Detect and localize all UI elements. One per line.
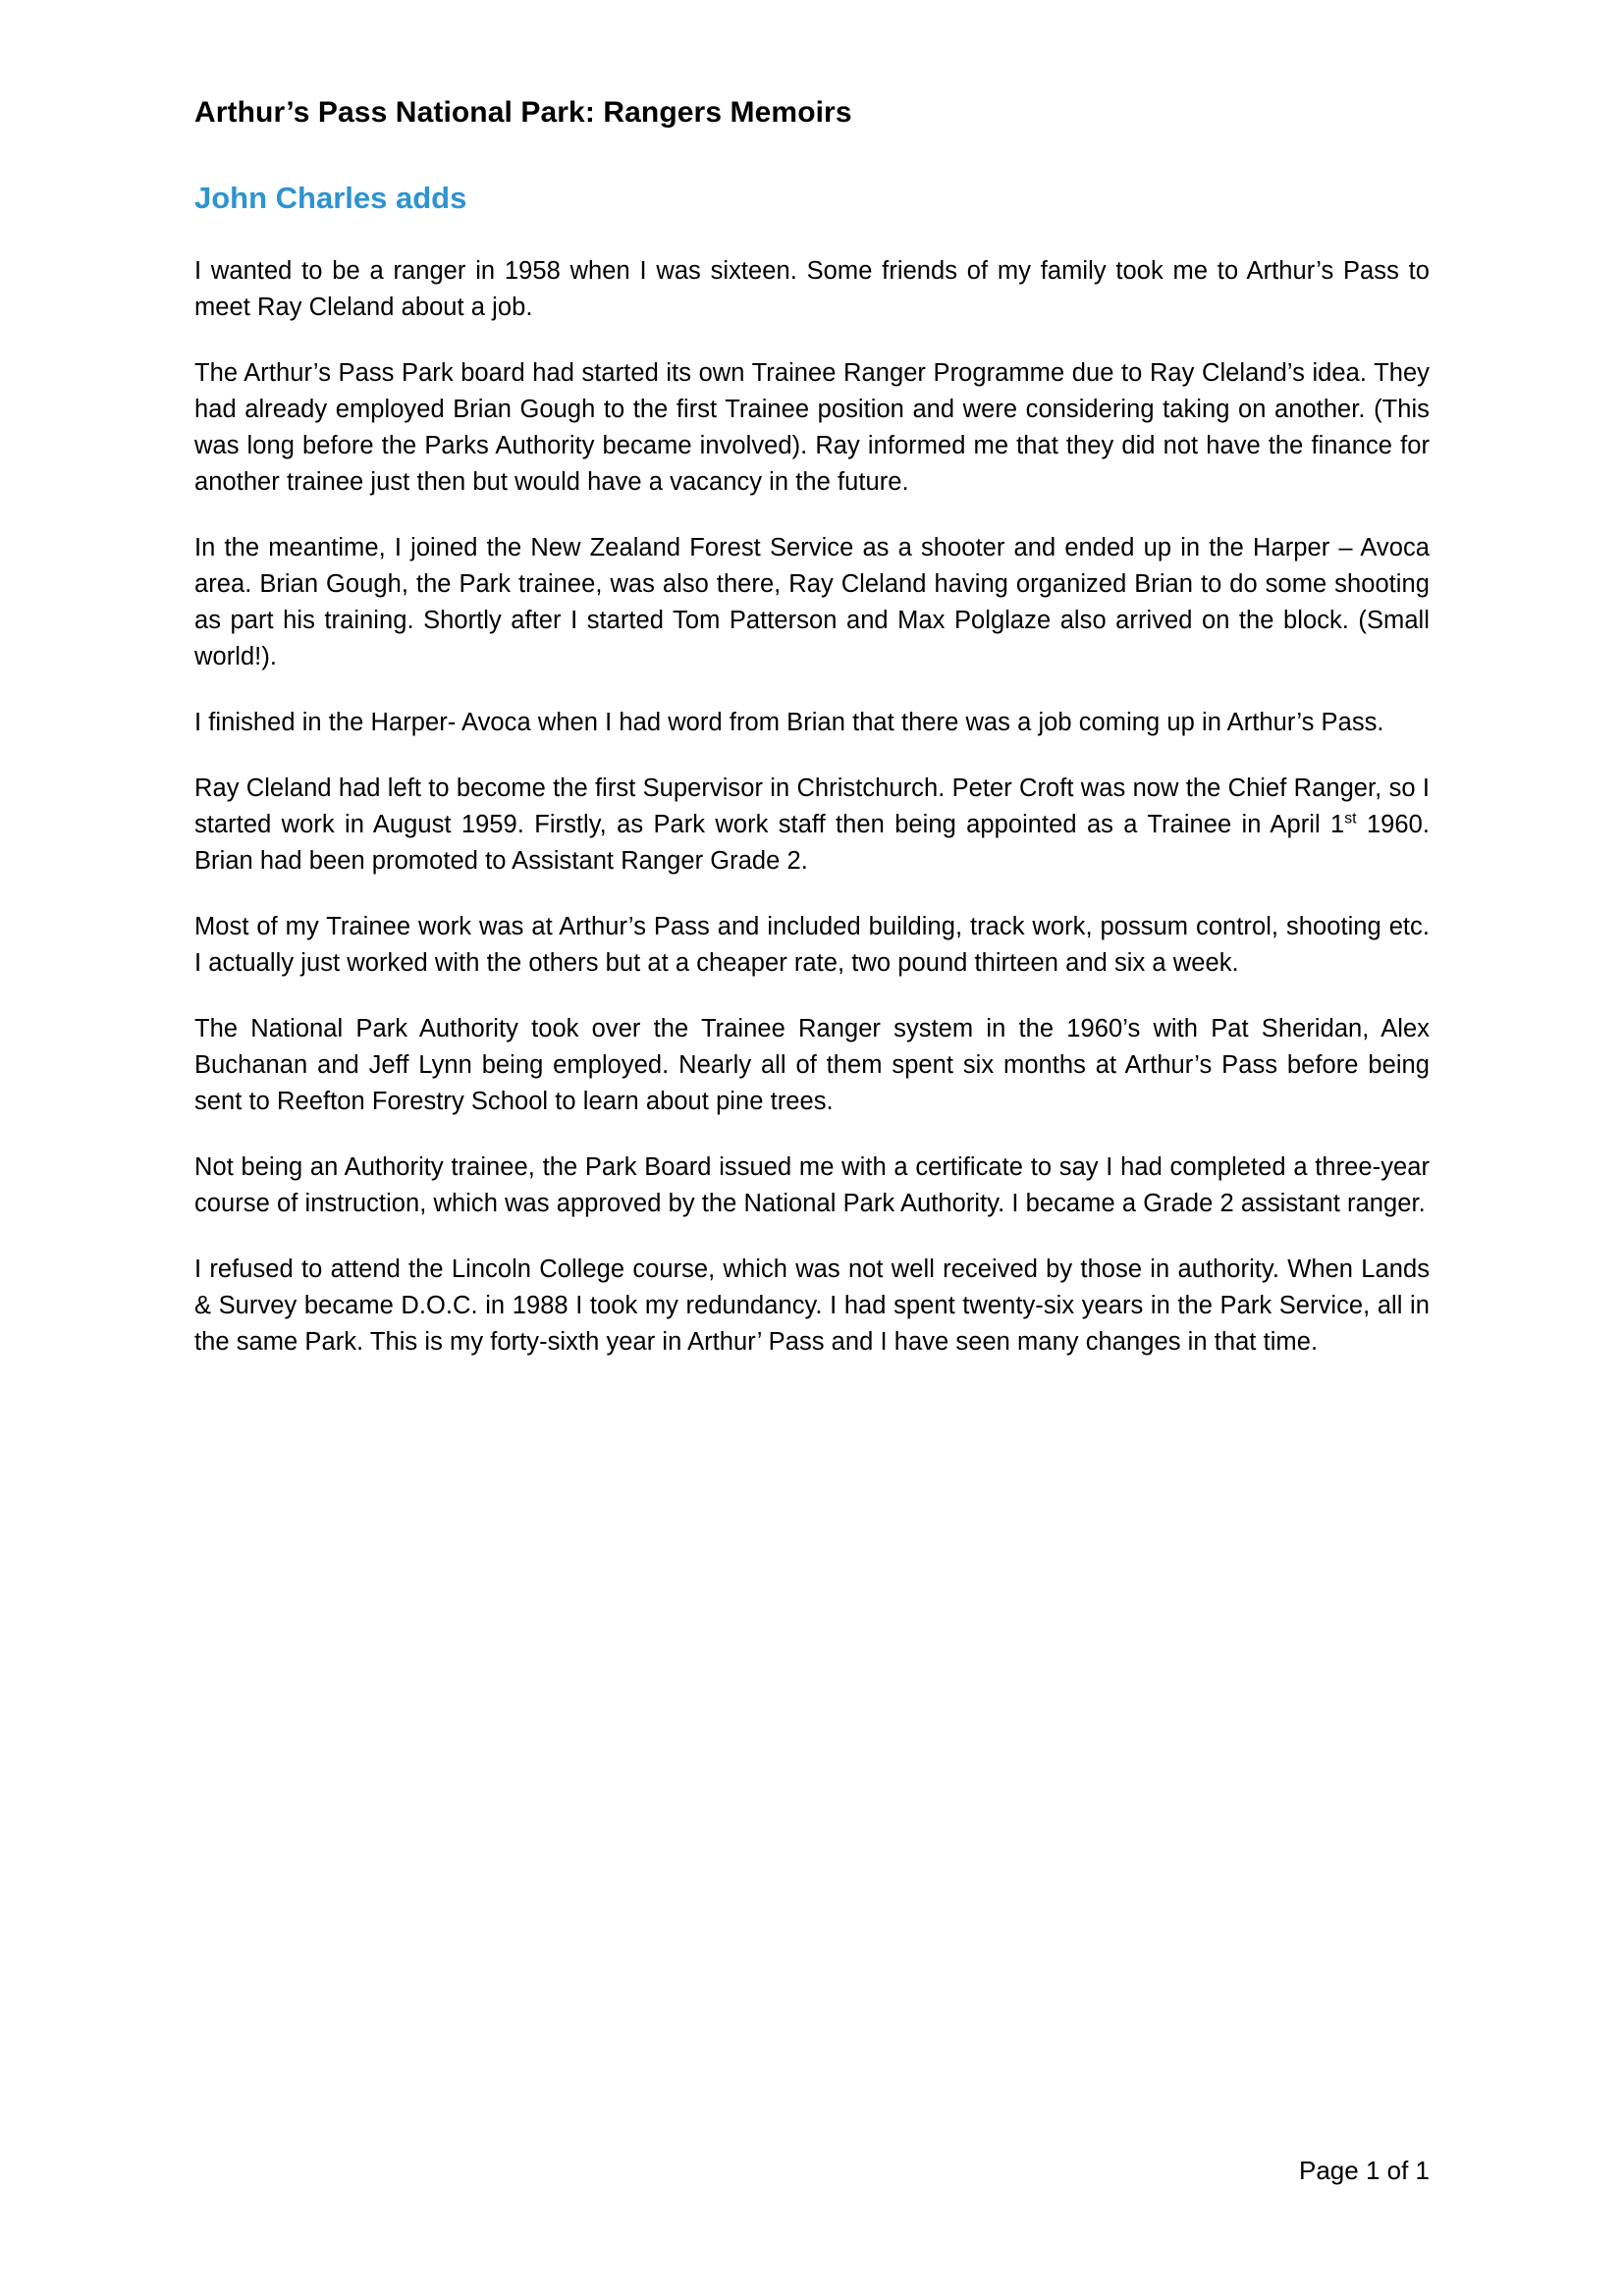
paragraph-text-part-2: 1960. Brian had been promoted to Assistant Ranger Grade 2.	[194, 810, 1431, 875]
section-heading: John Charles adds	[194, 181, 467, 215]
paragraph-text-part-1: Ray Cleland had left to become the first Supervisor in Christchurch. Peter Croft was now the Chief Ranger, so I started work in August 1959. Firstly, as Park work staff then being appointed as a Trainee in April 1	[194, 774, 1430, 838]
paragraph: I refused to attend the Lincoln College course, which was not well received by those in authority. When Lands & Survey became D.O.C. in 1988 I took my redundancy. I had spent twenty-six years in the Park Service, all in the same Park. This is my forty-sixth year in Arthur’ Pass and I have seen many changes in that time.	[194, 1255, 1430, 1356]
paragraph: In the meantime, I joined the New Zealand Forest Service as a shooter and ended up in the Harper – Avoca area. Brian Gough, the Park trainee, was also there, Ray Cleland having organized Brian to do some shooting as part his training. Shortly after I started Tom Patterson and Max Polglaze also arrived on the block. (Small world!).	[194, 534, 1430, 671]
paragraph: I finished in the Harper- Avoca when I had word from Brian that there was a job coming up in Arthur’s Pass.	[194, 708, 1384, 736]
page-footer: Page 1 of 1	[1299, 2156, 1430, 2185]
paragraph: I wanted to be a ranger in 1958 when I was sixteen. Some friends of my family took me to Arthur’s Pass to meet Ray Cleland about a job.	[194, 257, 1430, 322]
paragraph: Most of my Trainee work was at Arthur’s Pass and included building, track work, possum control, shooting etc. I actually just worked with the others but at a cheaper rate, two pound thirteen and six a week.	[194, 912, 1430, 977]
page-title: Arthur’s Pass National Park: Rangers Memoirs	[194, 96, 852, 129]
paragraph: The National Park Authority took over the Trainee Ranger system in the 1960’s with Pat Sheridan, Alex Buchanan and Jeff Lynn being employed. Nearly all of them spent six months at Arthur’s Pass before being sent to Reefton Forestry School to learn about pine trees.	[194, 1014, 1430, 1115]
paragraph: Not being an Authority trainee, the Park Board issued me with a certificate to say I had completed a three-year course of instruction, which was approved by the National Park Authority. I became a Grade 2 assistant ranger.	[194, 1152, 1430, 1217]
paragraph-with-ordinal	[194, 771, 1430, 880]
ordinal-suffix: st	[1344, 810, 1357, 828]
paragraph: The Arthur’s Pass Park board had started its own Trainee Ranger Programme due to Ray Cleland’s idea. They had already employed Brian Gough to the first Trainee position and were considering taking on another. (This was long before the Parks Authority became involved). Ray informed me that they did not have the finance for another trainee just then but would have a vacancy in the future.	[194, 359, 1430, 497]
